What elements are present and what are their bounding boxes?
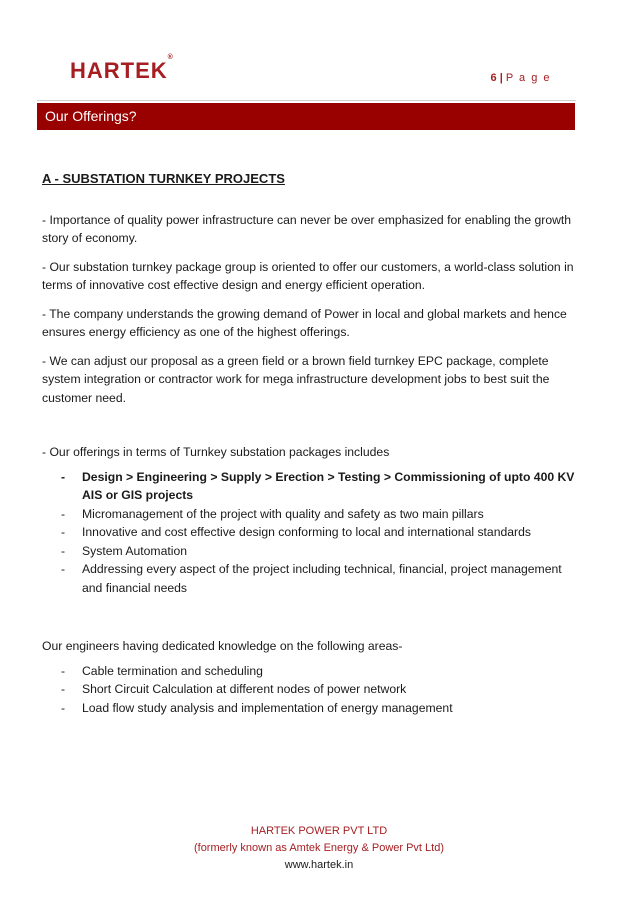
page-word: P a g e — [505, 72, 551, 84]
areas-list — [42, 662, 582, 718]
registered-mark: ® — [167, 54, 174, 61]
page-number-label — [491, 72, 552, 84]
list-item-text: Addressing every aspect of the project including technical, financial, project management and financial needs — [82, 562, 562, 595]
paragraph: - The company understands the growing demand of Power in local and global markets and hence ensures energy efficiency as one of the highest offerings. — [42, 306, 567, 339]
bullet-dash: - — [61, 506, 66, 521]
footer-company: HARTEK POWER PVT LTD — [250, 825, 388, 837]
engineers-intro: Our engineers having dedicated knowledge on the following areas- — [42, 639, 403, 653]
bullet-dash: - — [61, 543, 66, 558]
paragraph: - Our substation turnkey package group is oriented to offer our customers, a world-class solution in terms of innovative cost effective design and energy efficient operation. — [42, 259, 574, 292]
list-item-text: Load flow study analysis and implementation of energy management — [82, 700, 453, 715]
spacer — [42, 417, 582, 443]
list-item-text: Short Circuit Calculation at different nodes of power network — [82, 682, 407, 696]
offerings-intro: - Our offerings in terms of Turnkey substation packages includes — [42, 445, 390, 459]
bullet-dash: - — [61, 525, 66, 539]
footer-website: www.hartek.in — [284, 859, 354, 871]
list-item — [42, 560, 582, 597]
header-divider — [37, 100, 576, 101]
list-item-text: Innovative and cost effective design conforming to local and international standards — [82, 525, 531, 539]
list-item — [42, 505, 582, 524]
bullet-dash: - — [61, 700, 66, 715]
bullet-dash: - — [61, 469, 66, 484]
page-separator: | — [499, 72, 503, 84]
page-number: 6 — [490, 72, 497, 84]
list-item — [42, 468, 582, 505]
spacer — [42, 597, 582, 637]
list-item-text: System Automation — [82, 543, 187, 558]
list-item-text: Micromanagement of the project with quality and safety as two main pillars — [82, 506, 484, 521]
paragraph: - Importance of quality power infrastructure can never be over emphasized for enabling the growth story of economy. — [42, 212, 572, 245]
offerings-list — [42, 468, 582, 598]
banner-title: Our Offerings? — [45, 108, 137, 124]
document-body — [42, 170, 582, 717]
list-item-text: Design > Engineering > Supply > Erection > Testing > Commissioning of upto 400 KV AIS or GIS projects — [82, 469, 575, 502]
list-item-text: Cable termination and scheduling — [82, 663, 263, 678]
logo-text: HARTEK — [70, 58, 168, 83]
bullet-dash: - — [61, 663, 66, 678]
list-item — [42, 542, 582, 561]
paragraph: - We can adjust our proposal as a green field or a brown field turnkey EPC package, complete system integration or contractor work for mega infrastructure development jobs to best suit the customer need. — [42, 353, 550, 405]
section-heading: A - SUBSTATION TURNKEY PROJECTS — [42, 171, 285, 186]
list-item — [42, 699, 582, 718]
list-item — [42, 662, 582, 681]
list-item — [42, 680, 582, 699]
bullet-dash: - — [61, 562, 66, 576]
bullet-dash: - — [61, 682, 66, 696]
page-footer — [0, 823, 638, 874]
list-item — [42, 523, 582, 542]
company-logo — [70, 54, 174, 84]
section-banner — [37, 103, 575, 130]
footer-formerly: (formerly known as Amtek Energy & Power Pvt Ltd) — [193, 842, 445, 854]
